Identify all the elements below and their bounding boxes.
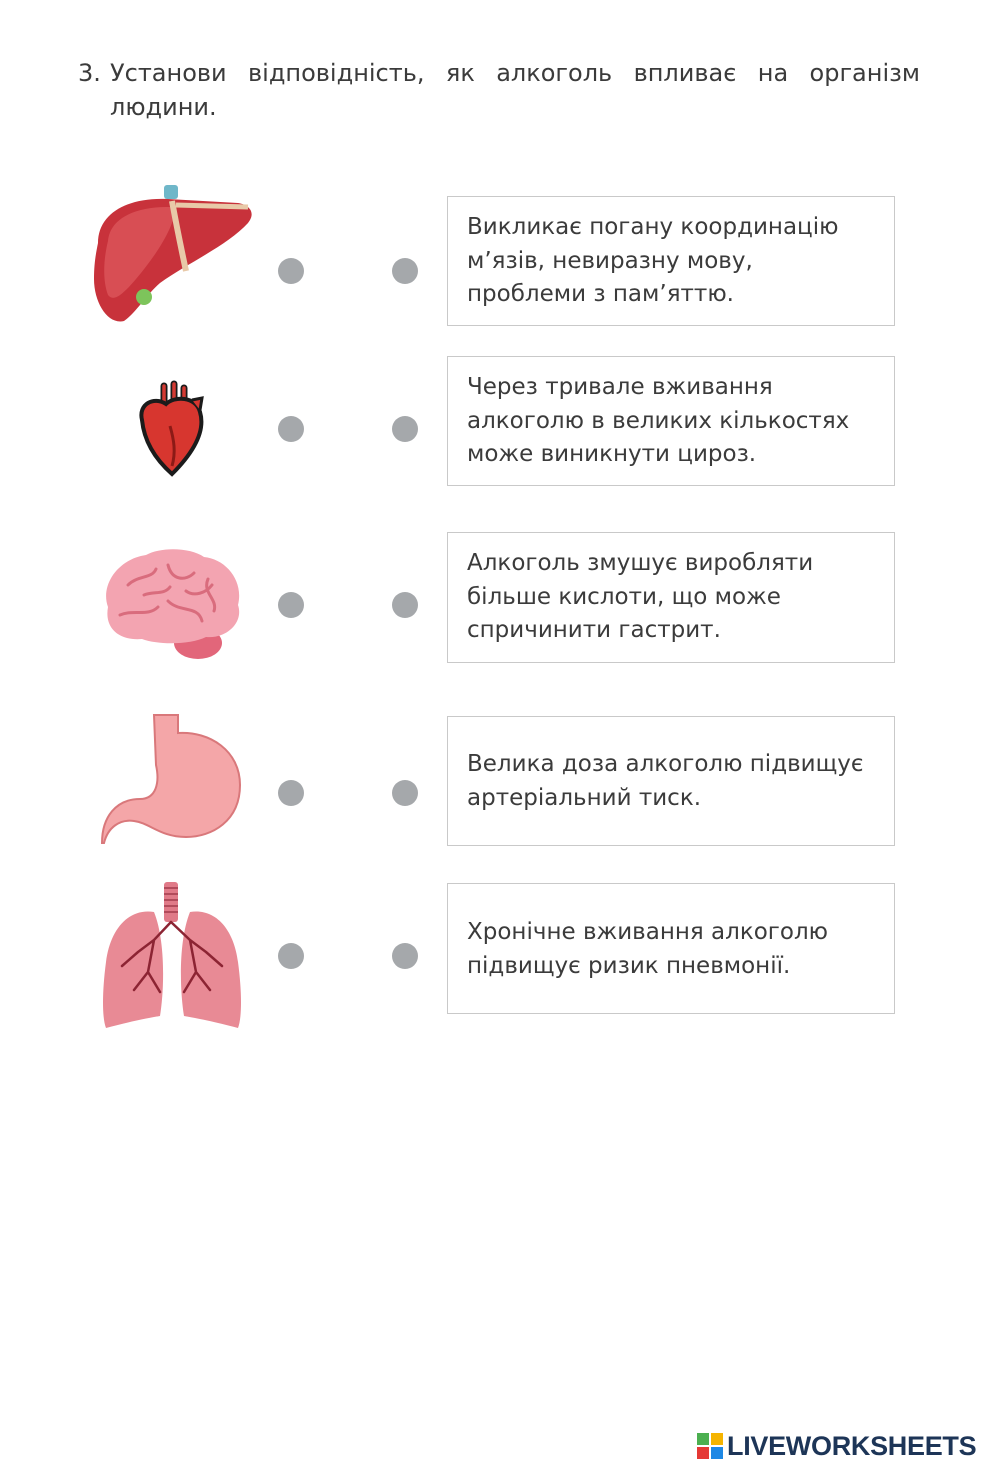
answer-match-dot[interactable] bbox=[392, 592, 418, 618]
task-instruction bbox=[78, 56, 920, 124]
liver-icon bbox=[88, 183, 258, 325]
task-text: Установи відповідність, як алкоголь впливає на організм людини. bbox=[110, 59, 920, 121]
answer-match-dot[interactable] bbox=[392, 416, 418, 442]
organ-match-dot[interactable] bbox=[278, 592, 304, 618]
logo-blocks-icon bbox=[697, 1433, 723, 1459]
answer-box-pneumonia[interactable]: Хронічне вживання алкоголю підвищує ризик пневмонії. bbox=[447, 883, 895, 1014]
organ-match-dot[interactable] bbox=[278, 258, 304, 284]
heart-icon bbox=[134, 380, 208, 478]
organ-match-dot[interactable] bbox=[278, 943, 304, 969]
answer-box-coordination[interactable]: Викликає погану координацію м’язів, невиразну мову, проблеми з пам’яттю. bbox=[447, 196, 895, 326]
brain-icon bbox=[98, 545, 244, 663]
organ-match-dot[interactable] bbox=[278, 416, 304, 442]
answer-box-cirrhosis[interactable]: Через тривале вживання алкоголю в великих кількостях може виникнути цироз. bbox=[447, 356, 895, 486]
answer-match-dot[interactable] bbox=[392, 943, 418, 969]
lungs-icon bbox=[98, 882, 246, 1030]
task-number: 3. bbox=[78, 59, 101, 87]
answer-match-dot[interactable] bbox=[392, 780, 418, 806]
answer-match-dot[interactable] bbox=[392, 258, 418, 284]
answer-box-gastritis[interactable]: Алкоголь змушує виробляти більше кислоти, що може спричинити гастрит. bbox=[447, 532, 895, 663]
logo-wordmark: LIVEWORKSHEETS bbox=[727, 1430, 977, 1461]
organ-match-dot[interactable] bbox=[278, 780, 304, 806]
stomach-icon bbox=[100, 713, 244, 847]
answer-box-blood-pressure[interactable]: Велика доза алкоголю підвищує артеріальний тиск. bbox=[447, 716, 895, 846]
liveworksheets-logo[interactable] bbox=[697, 1430, 976, 1462]
